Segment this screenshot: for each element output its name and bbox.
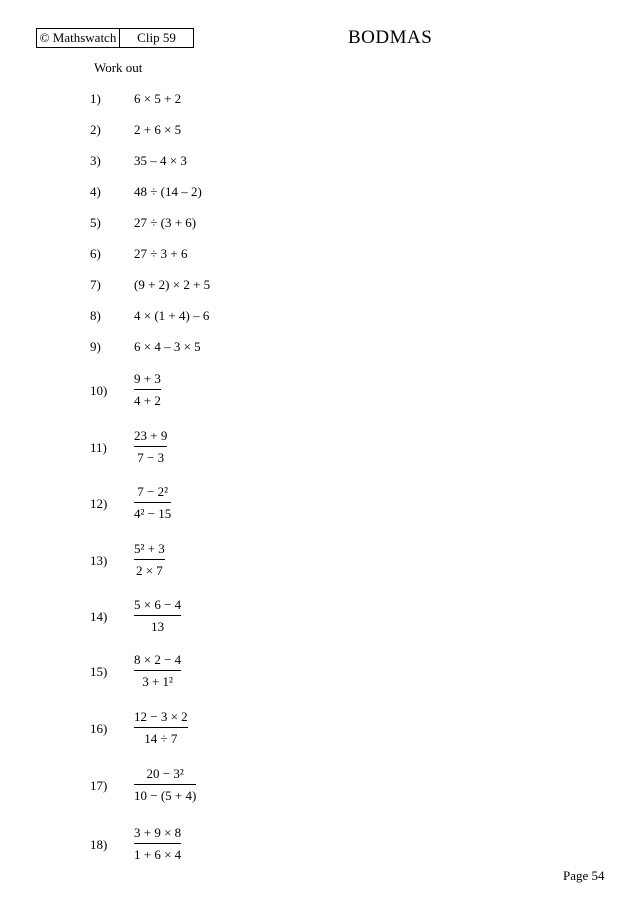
fraction (134, 428, 167, 466)
question-number: 14) (90, 609, 108, 624)
question-expression: 2 + 6 × 5 (134, 122, 182, 137)
fraction-bar (134, 727, 188, 728)
question-number: 15) (90, 664, 108, 679)
fraction-numerator: 7 − 2² (137, 484, 168, 499)
fraction-denominator: 4 + 2 (134, 393, 161, 408)
question-number: 1) (90, 91, 101, 106)
fraction-denominator: 14 ÷ 7 (144, 731, 178, 746)
question-number: 11) (90, 440, 107, 455)
question-expression: 35 – 4 × 3 (134, 153, 187, 168)
question-number: 7) (90, 277, 101, 292)
fraction-denominator: 1 + 6 × 4 (134, 847, 182, 862)
copyright-label: © Mathswatch (37, 29, 120, 47)
question-expression: 4 × (1 + 4) – 6 (134, 308, 210, 323)
question-expression: 6 × 4 – 3 × 5 (134, 339, 201, 354)
question-number: 4) (90, 184, 101, 199)
fraction (134, 825, 181, 863)
fraction-denominator: 4² − 15 (134, 506, 172, 521)
fraction-denominator: 2 × 7 (135, 563, 163, 578)
fraction-numerator: 12 − 3 × 2 (134, 709, 188, 724)
fraction (134, 766, 196, 804)
fraction-bar (134, 559, 165, 560)
header-box (36, 28, 194, 48)
question-expression: 27 ÷ 3 + 6 (134, 246, 188, 261)
fraction (134, 541, 165, 579)
fraction-numerator: 5 × 6 − 4 (134, 597, 182, 612)
fraction-bar (134, 502, 171, 503)
page-title: BODMAS (348, 27, 433, 48)
fraction-numerator: 8 × 2 − 4 (134, 652, 182, 667)
fraction (134, 652, 181, 690)
fraction (134, 371, 161, 409)
fraction (134, 484, 171, 522)
question-number: 9) (90, 339, 101, 354)
question-number: 8) (90, 308, 101, 323)
question-expression: (9 + 2) × 2 + 5 (134, 277, 211, 292)
question-number: 5) (90, 215, 101, 230)
question-number: 13) (90, 553, 108, 568)
fraction-numerator: 5² + 3 (134, 541, 165, 556)
fraction-denominator: 13 (151, 619, 165, 634)
question-number: 17) (90, 778, 108, 793)
fraction (134, 597, 181, 635)
fraction-bar (134, 784, 196, 785)
clip-label: Clip 59 (137, 30, 176, 45)
question-number: 16) (90, 721, 108, 736)
page-number: Page 54 (563, 868, 605, 883)
question-number: 6) (90, 246, 101, 261)
fraction-bar (134, 446, 167, 447)
question-expression: 27 ÷ (3 + 6) (134, 215, 197, 230)
instruction: Work out (94, 60, 143, 75)
fraction (134, 709, 188, 747)
fraction-denominator: 3 + 1² (142, 674, 173, 689)
fraction-bar (134, 615, 181, 616)
fraction-numerator: 23 + 9 (134, 428, 168, 443)
question-number: 10) (90, 383, 108, 398)
question-number: 18) (90, 837, 108, 852)
question-expression: 6 × 5 + 2 (134, 91, 182, 106)
fraction-denominator: 7 − 3 (137, 450, 165, 465)
fraction-bar (134, 843, 181, 844)
fraction-numerator: 3 + 9 × 8 (134, 825, 182, 840)
question-number: 2) (90, 122, 101, 137)
fraction-numerator: 20 − 3² (146, 766, 184, 781)
fraction-numerator: 9 + 3 (134, 371, 161, 386)
fraction-bar (134, 389, 161, 390)
fraction-bar (134, 670, 181, 671)
question-expression: 48 ÷ (14 – 2) (134, 184, 202, 199)
question-number: 3) (90, 153, 101, 168)
question-number: 12) (90, 496, 108, 511)
fraction-denominator: 10 − (5 + 4) (134, 788, 197, 803)
